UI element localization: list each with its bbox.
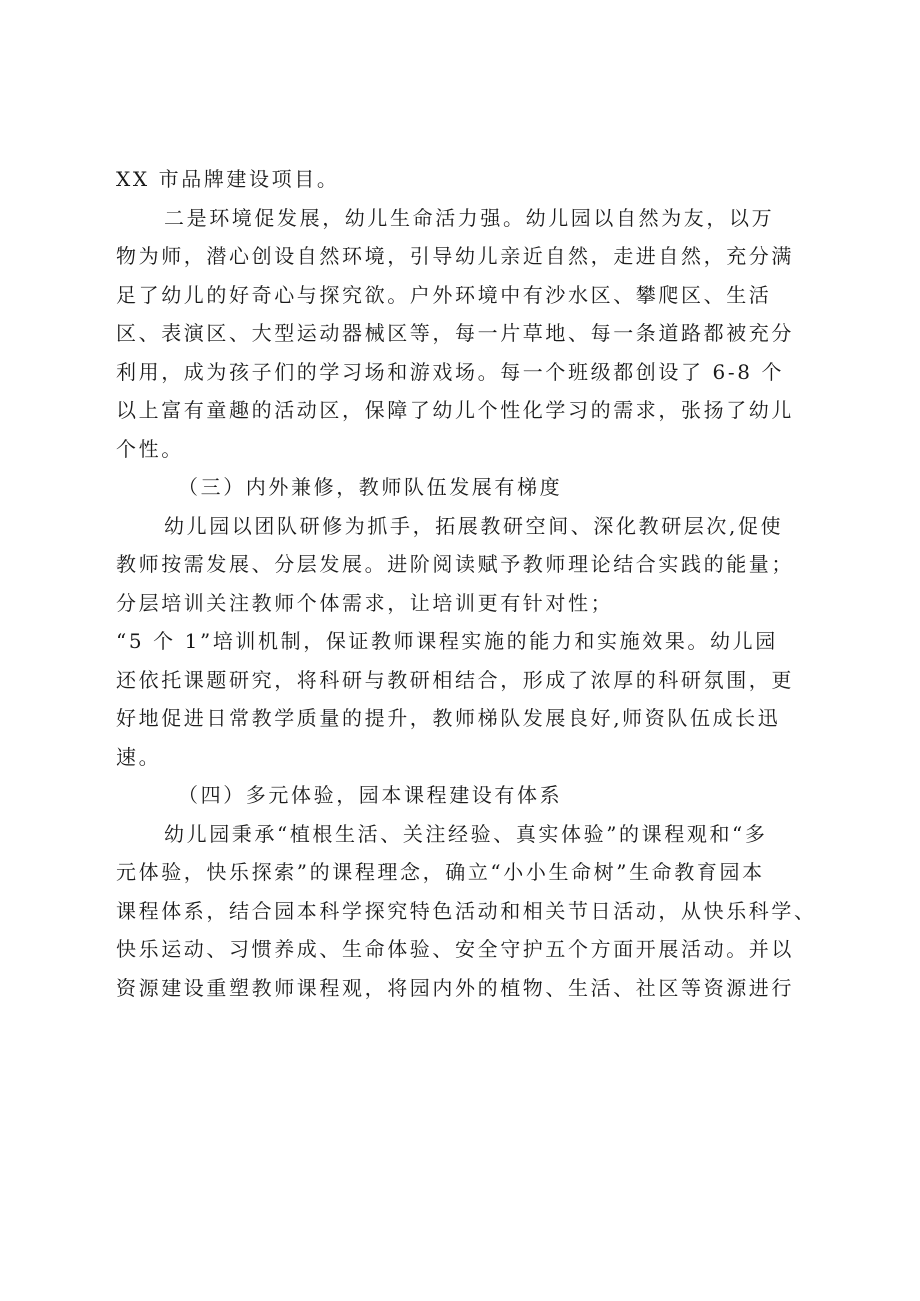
paragraph-start-line: 二是环境促发展，幼儿生命活力强。幼儿园以自然为友，以万 [164,205,775,230]
text-line: 以上富有童趣的活动区，保障了幼儿个性化学习的需求，张扬了幼儿 [116,398,794,422]
section-heading: （四）多元体验，园本课程建设有体系 [178,783,563,807]
text-line: 快乐运动、习惯养成、生命体验、安全守护五个方面开展活动。并以 [116,937,794,961]
text-line: 物为师，潜心创设自然环境，引导幼儿亲近自然，走进自然，充分满 [116,244,794,268]
text-line: 教师按需发展、分层发展。进阶阅读赋予教师理论结合实践的能量； [116,552,794,576]
text-line: 足了幼儿的好奇心与探究欲。户外环境中有沙水区、攀爬区、生活 [116,282,772,307]
text-line: 资源建设重塑教师课程观，将园内外的植物、生活、社区等资源进行 [116,975,794,1000]
text-line: 课程体系，结合园本科学探究特色活动和相关节日活动，从快乐科学、 [116,898,817,923]
paragraph-start-line: 幼儿园以团队研修为抓手，拓展教研空间、深化教研层次,促使 [164,513,784,538]
text-line: 个性。 [116,436,184,461]
text-line: 利用，成为孩子们的学习场和游戏场。每一个班级都创设了 6-8 个 [116,359,785,384]
text-line: 元体验，快乐探索”的课程理念，确立“小小生命树”生命教育园本 [116,860,765,884]
text-line: 分层培训关注教师个体需求，让培训更有针对性； [116,590,614,615]
text-line: “5 个 1”培训机制，保证教师课程实施的能力和实施效果。幼儿园 [116,629,778,653]
text-line: 速。 [116,744,162,769]
text-line: XX 市品牌建设项目。 [116,167,340,191]
text-line: 还依托课题研究，将科研与教研相结合，形成了浓厚的科研氛围，更 [116,667,794,692]
paragraph-start-line: 幼儿园秉承“植根生活、关注经验、真实体验”的课程观和“多 [164,821,768,846]
text-line: 区、表演区、大型运动器械区等，每一片草地、每一条道路都被充分 [116,321,794,345]
section-heading: （三）内外兼修，教师队伍发展有梯度 [178,475,563,499]
document-body [116,160,836,1007]
text-line: 好地促进日常教学质量的提升，教师梯队发展良好,师资队伍成长迅 [116,706,781,730]
